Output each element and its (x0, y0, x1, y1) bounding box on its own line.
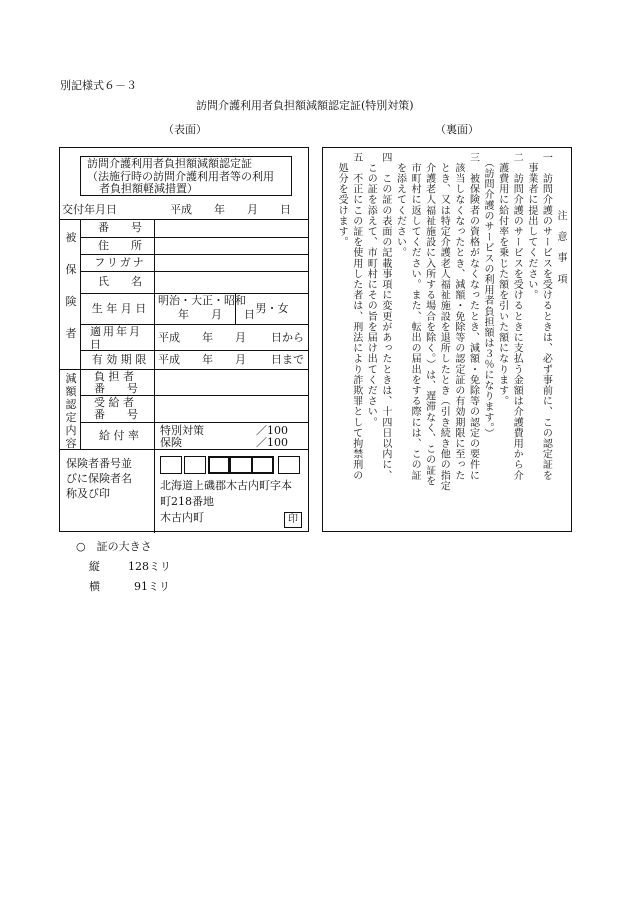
width-value: 91ミリ (134, 580, 170, 593)
card-title-line: （法施行時の訪問介護利用者等の利用 (87, 169, 274, 183)
card-title-line: 者負担額軽減措置） (99, 182, 198, 196)
payer-number-label: 負 担 者 番 号 (94, 370, 138, 395)
note-line: 五 不正にこの証を使用した者は、刑法により詐欺罪として拘禁刑の (350, 152, 362, 481)
apply-date-suffix: 日から (271, 331, 304, 344)
insured-group-label: 被 保 険 者 (65, 231, 77, 340)
document-title: 訪問介護利用者負担額減額認定証(特別対策) (196, 99, 414, 112)
height-label: 縦 (89, 560, 100, 573)
note-line: 三 被保険者の資格がなくなったとき、減額・免除等の認定の要件に (467, 152, 479, 481)
name-label: 氏 名 (98, 275, 142, 289)
issue-date-label: 交付年月日 (62, 203, 117, 216)
note-line: この証を添えて、市町村にその旨を届け出てください。 (365, 152, 377, 428)
number-label: 番 号 (98, 221, 142, 235)
insurance-label: 保険 (160, 436, 182, 449)
note-line: 市町村に返してください。また、転出の届出をする際には、この証 (409, 152, 421, 481)
birth-eras: 明治・大正・昭和 (158, 294, 246, 307)
back-card (322, 147, 572, 532)
note-line: 処分を受けます。 (336, 152, 348, 248)
expiry-suffix: 日まで (271, 353, 304, 366)
furigana-label: フリガナ (94, 255, 146, 269)
birth-label: 生 年 月 日 (91, 301, 147, 315)
expiry-value: 平成 年 月 (158, 353, 246, 366)
special-measure-value: ／100 (256, 424, 288, 437)
front-side-label: （表面） (163, 123, 207, 136)
note-line: 事業者に提出してください。 (525, 152, 537, 301)
note-line: 二 訪問介護のサービスを受けるときに支払う金額は介護費用から介 (511, 152, 523, 481)
width-label: 横 (89, 580, 100, 593)
insurer-number-boxes (160, 456, 302, 474)
note-line: （訪問介護のサービスの利用者負担額は３％になります。） (482, 152, 494, 439)
height-value: 128ミリ (128, 560, 171, 573)
recipient-number-label: 受 給 者 番 号 (94, 396, 138, 421)
note-line: 護費用に給付率を乗じた額を引いた額になります。 (496, 152, 508, 407)
front-card (59, 147, 309, 532)
size-heading: ○ 証の大きさ (76, 540, 152, 553)
special-measure-label: 特別対策 (160, 424, 204, 437)
birth-ymd: 年 月 日 (178, 308, 255, 321)
note-line: 四 この証の表面の記載事項に変更があったときは、十四日以内に、 (379, 152, 391, 481)
insurer-address: 北海道上磯郡木古内町字本 町218番地 木古内町 (160, 479, 292, 524)
issue-date-value: 平成 年 月 日 (170, 203, 291, 216)
note-line: とき、又は特定介護老人福祉施設を退所したとき（引き続き他の指定 (438, 152, 450, 492)
form-number: 別記様式６－３ (60, 79, 137, 92)
note-line: 一 訪問介護のサービスを受けるときは、必ず事前に、この認定証を (540, 152, 552, 481)
note-line: を添えてください。 (394, 152, 406, 258)
address-label: 住 所 (98, 238, 142, 252)
note-line: 介護老人福祉施設に入所する場合を除く。）は、遅滞なく、この証を (423, 152, 435, 487)
insurer-label: 保険者番号並 びに保険者名 称及び印 (66, 457, 132, 500)
gender-options: 男・女 (255, 301, 289, 315)
back-side-label: （裏面） (435, 123, 479, 136)
benefit-rate-label: 給 付 率 (99, 428, 139, 442)
expiry-label: 有 効 期 限 (91, 352, 147, 366)
apply-date-value: 平成 年 月 (158, 331, 246, 344)
note-line: 該当しなくなったとき、減額・免除等の認定証の有効期限に至った (452, 152, 464, 481)
notes-text (334, 152, 568, 524)
reduction-group-label: 減 額 認 定 内 容 (65, 372, 77, 450)
insurance-value: ／100 (256, 436, 288, 449)
card-title-box (80, 156, 292, 196)
card-title-line: 訪問介護利用者負担額減額認定証 (87, 157, 252, 170)
seal-mark: 印 (284, 512, 302, 528)
apply-date-label: 適用年月 日 (90, 325, 142, 351)
notes-title: 注 意 事 項 (555, 210, 566, 285)
